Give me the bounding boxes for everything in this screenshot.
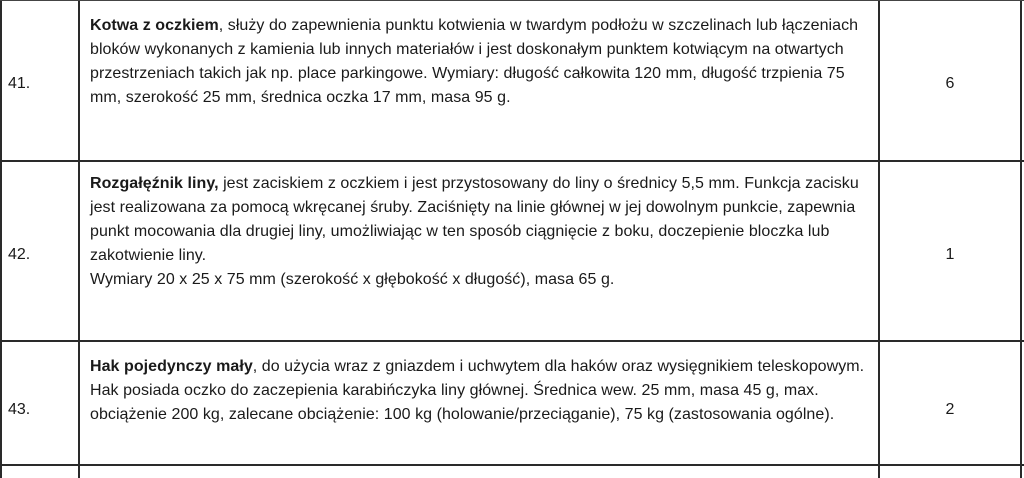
row-42-description: [90, 172, 880, 292]
row-42-name: Rozgałęźnik liny,: [90, 175, 219, 192]
table-border-left: [0, 0, 2, 478]
row-41-quantity: 6: [945, 75, 955, 92]
column-divider-number: [78, 0, 80, 478]
row-43-quantity: 2: [945, 401, 955, 418]
row-divider-42-43: [0, 340, 1024, 342]
row-43-description: [90, 355, 880, 427]
row-divider-top: [0, 0, 1024, 1]
table-border-right: [1020, 0, 1022, 478]
row-42-text: jest zaciskiem z oczkiem i jest przystosowany do liny o średnicy 5,5 mm. Funkcja zacisku jest realizowana za pomocą wkręcanej śruby. Zaciśnięty na linie głównej w jej dowolnym punkcie, zapewnia punkt mocowania dla drugiej liny, umożliwiając w ten sposób ciągnięcie z boku, doczepienie bloczka lub zakotwienie liny.: [90, 175, 859, 264]
row-42-dimensions: Wymiary 20 x 25 x 75 mm (szerokość x głębokość x długość), masa 65 g.: [90, 271, 615, 288]
row-divider-43-next: [0, 464, 1024, 466]
row-42-quantity: 1: [945, 246, 955, 263]
row-41-name: Kotwa z oczkiem: [90, 17, 219, 34]
row-43-number: 43.: [8, 401, 31, 418]
row-43-name: Hak pojedynczy mały: [90, 358, 253, 375]
row-43-text: , do użycia wraz z gniazdem i uchwytem dla haków oraz wysięgnikiem teleskopowym. Hak posiada oczko do zaczepienia karabińczyka liny głównej. Średnica wew. 25 mm, masa 45 g, max. obciążenie 200 kg, zalecane obciążenie: 100 kg (holowanie/przeciąganie), 75 kg (zastosowania ogólne).: [90, 358, 865, 423]
row-41-description: [90, 14, 880, 110]
row-42-number: 42.: [8, 246, 31, 263]
row-41-text: , służy do zapewnienia punktu kotwienia w twardym podłożu w szczelinach lub łączeniach bloków wykonanych z kamienia lub innych materiałów i jest doskonałym punktem kotwiącym na otwartych przestrzeniach takich jak np. place parkingowe. Wymiary: długość całkowita 120 mm, długość trzpienia 75 mm, szerokość 25 mm, średnica oczka 17 mm, masa 95 g.: [90, 17, 859, 106]
row-divider-41-42: [0, 160, 1024, 162]
row-41-number: 41.: [8, 75, 31, 92]
